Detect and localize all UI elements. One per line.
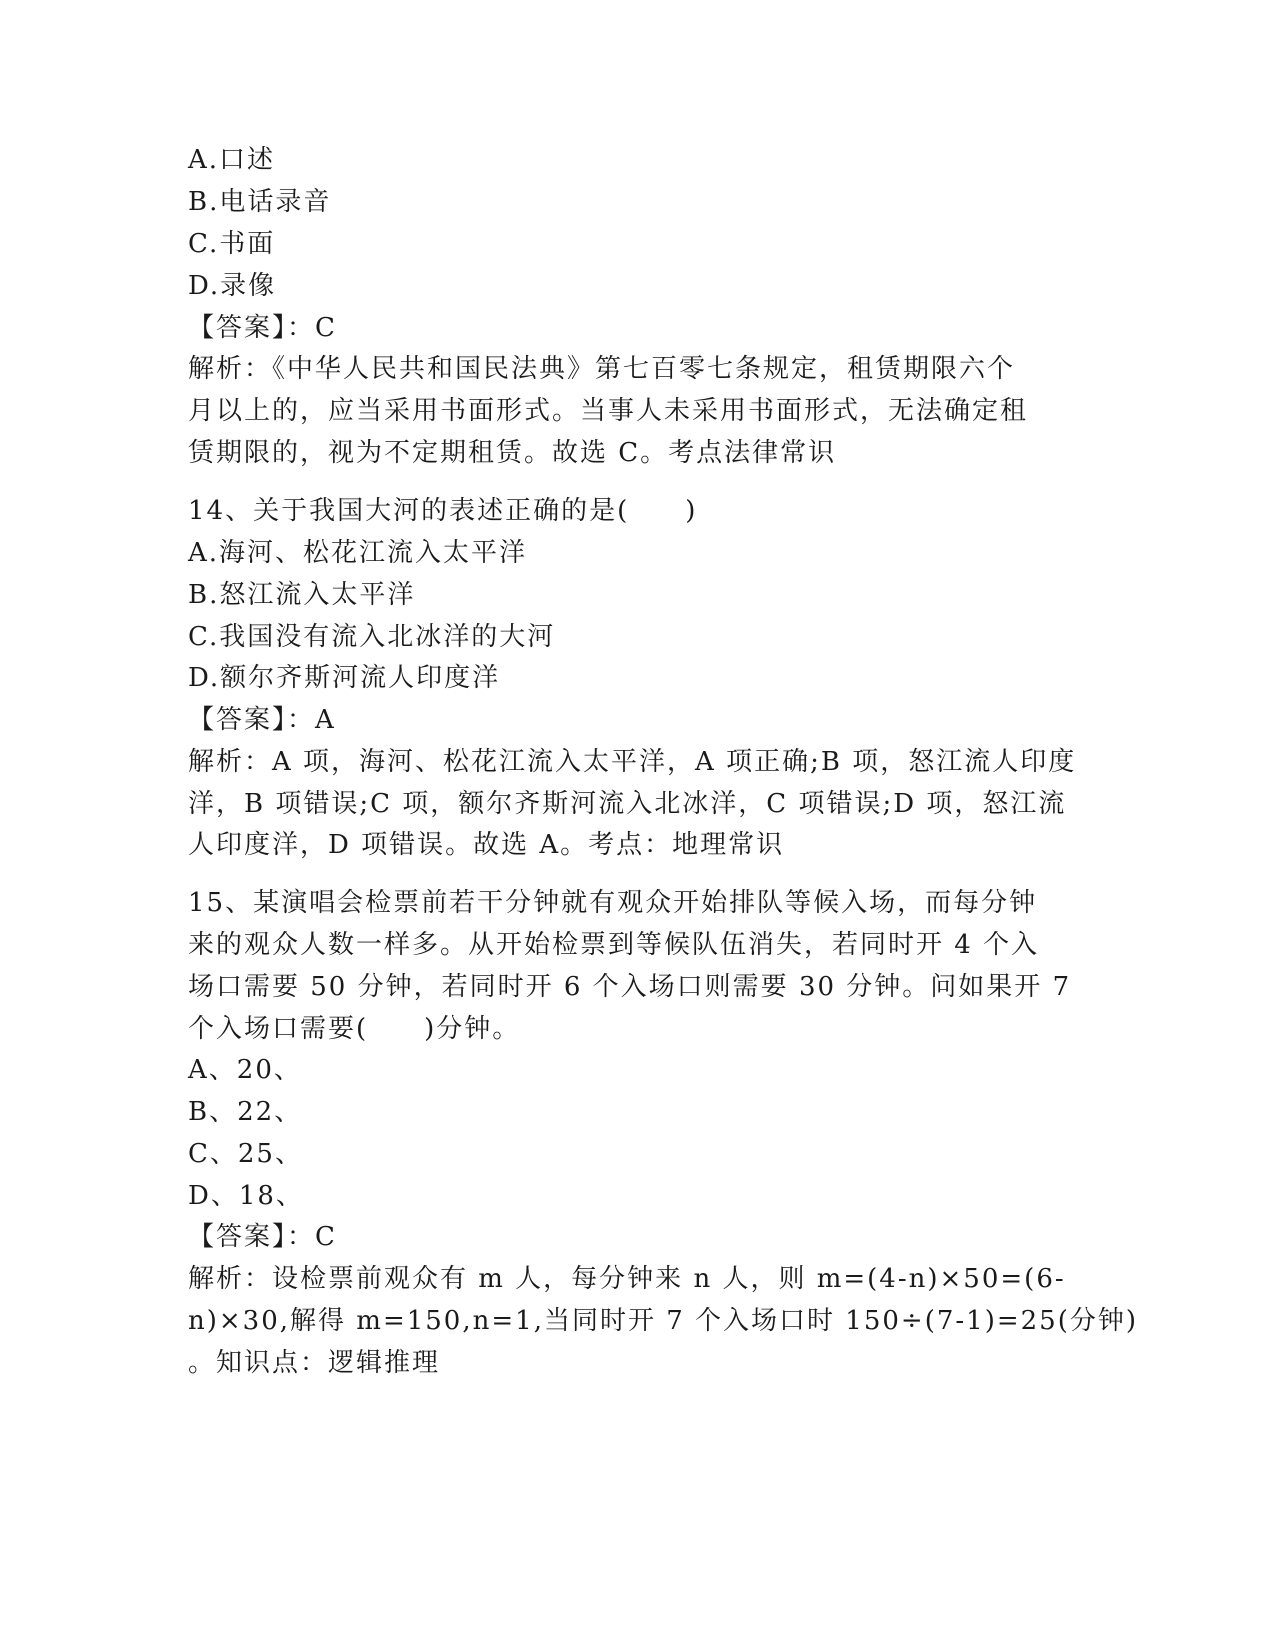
q15-option-a: A、20、: [188, 1055, 302, 1085]
q15-option-c: C、25、: [188, 1139, 303, 1169]
q14-option-c: C.我国没有流入北冰洋的大河: [188, 622, 556, 652]
q13-explanation-line-3: 赁期限的，视为不定期租赁。故选 C。考点法律常识: [188, 438, 837, 468]
q15-question-line-2: 来的观众人数一样多。从开始检票到等候队伍消失，若同时开 4 个入: [188, 930, 1040, 960]
q15-question-line-4: 个入场口需要( )分钟。: [188, 1014, 521, 1044]
q14-option-a: A.海河、松花江流入太平洋: [188, 538, 528, 568]
q15-option-b: B、22、: [188, 1097, 303, 1127]
q14-answer: 【答案】：A: [188, 705, 336, 735]
q15-explanation-line-2: n)×30,解得 m=150,n=1,当同时开 7 个入场口时 150÷(7-1)=25(分钟): [188, 1306, 1139, 1336]
q14-option-d: D.额尔齐斯河流人印度洋: [188, 663, 501, 693]
q15-explanation-line-1: 解析：设检票前观众有 m 人，每分钟来 n 人，则 m=(4-n)×50=(6-: [188, 1264, 1066, 1294]
q13-explanation-line-1: 解析：《中华人民共和国民法典》第七百零七条规定，租赁期限六个: [188, 354, 1016, 384]
q14-explanation-line-3: 人印度洋，D 项错误。故选 A。考点：地理常识: [188, 830, 785, 860]
q13-option-d: D.录像: [188, 271, 277, 301]
q15-option-d: D、18、: [188, 1181, 304, 1211]
q15-answer: 【答案】：C: [188, 1222, 337, 1252]
q13-answer: 【答案】：C: [188, 313, 337, 343]
q15-question-line-3: 场口需要 50 分钟，若同时开 6 个入场口则需要 30 分钟。问如果开 7: [188, 972, 1072, 1002]
q14-explanation-line-1: 解析：A 项，海河、松花江流入太平洋，A 项正确;B 项，怒江流人印度: [188, 747, 1077, 777]
q13-option-c: C.书面: [188, 229, 276, 259]
q15-question-line-1: 15、某演唱会检票前若干分钟就有观众开始排队等候入场，而每分钟: [188, 888, 1038, 918]
q13-option-b: B.电话录音: [188, 187, 332, 217]
q13-option-a: A.口述: [188, 145, 276, 175]
q14-question: 14、关于我国大河的表述正确的是( ): [188, 496, 698, 526]
q13-explanation-line-2: 月以上的，应当采用书面形式。当事人未采用书面形式，无法确定租: [188, 396, 1029, 426]
q15-explanation-line-3: 。知识点：逻辑推理: [188, 1348, 441, 1378]
q14-explanation-line-2: 洋，B 项错误;C 项，额尔齐斯河流入北冰洋，C 项错误;D 项，怒江流: [188, 789, 1067, 819]
q14-option-b: B.怒江流入太平洋: [188, 580, 416, 610]
